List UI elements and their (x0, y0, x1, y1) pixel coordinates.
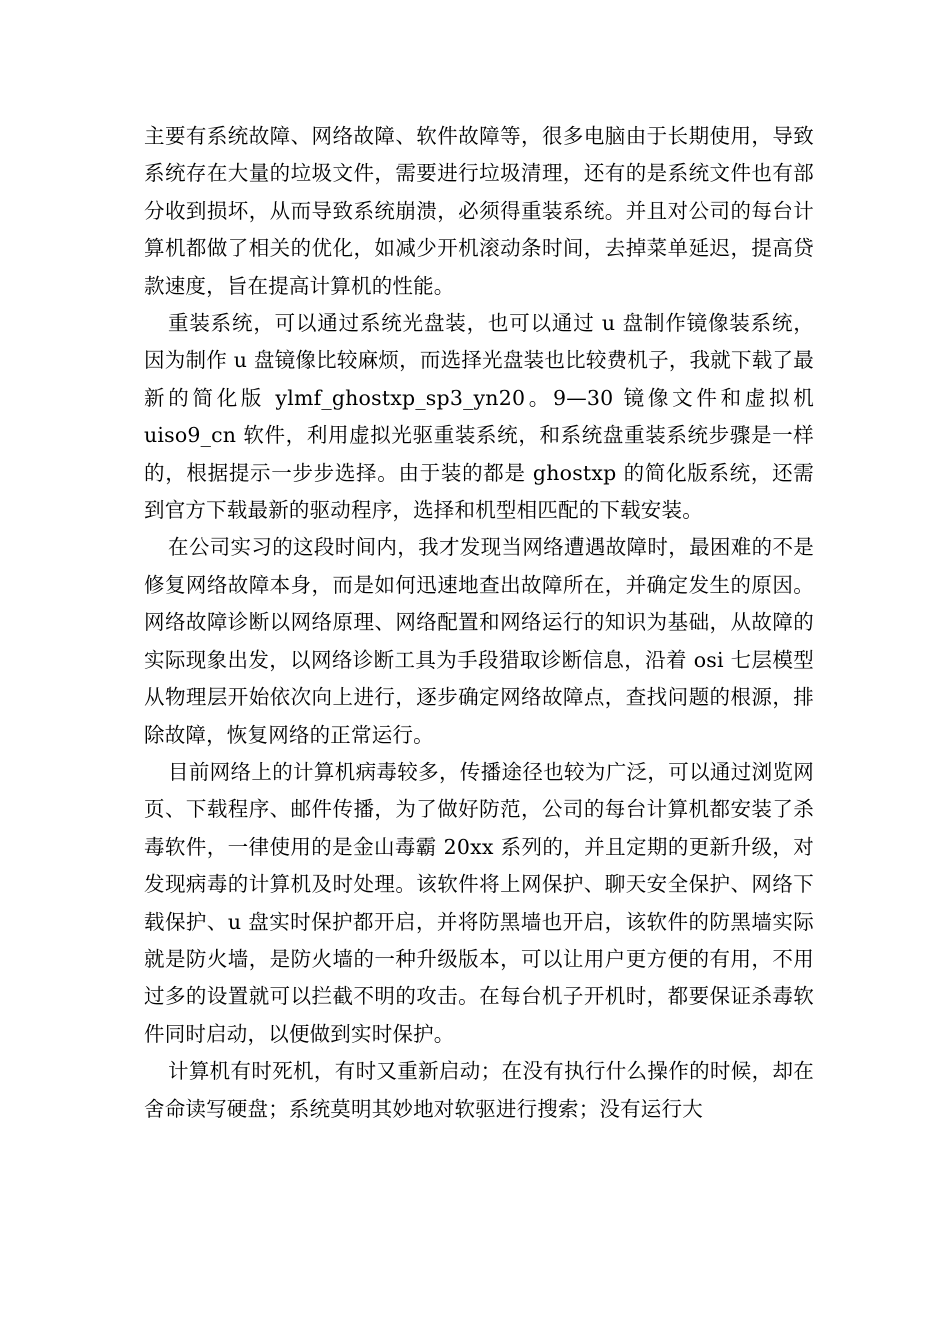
paragraph-system-faults: 主要有系统故障、网络故障、软件故障等，很多电脑由于长期使用，导致系统存在大量的垃圾文件，需要进行垃圾清理，还有的是系统文件也有部分收到损坏，从而导致系统崩溃，必须得重装系统。并且对公司的每台计算机都做了相关的优化，如减少开机滚动条时间，去掉菜单延迟，提高贷款速度，旨在提高计算机的性能。 (144, 124, 814, 298)
paragraph-reinstall-system: 重装系统，可以通过系统光盘装，也可以通过 u 盘制作镜像装系统，因为制作 u 盘镜像比较麻烦，而选择光盘装也比较费机子，我就下载了最新的简化版 ylmf_ghostxp_sp3_yn20。9—30 镜像文件和虚拟机 uiso9_cn 软件，利用虚拟光驱重装系统，和系统盘重装系统步骤是一样的，根据提示一步步选择。由于装的都是 ghostxp 的简化版系统，还需到官方下载最新的驱动程序，选择和机型相匹配的下载安装。 (144, 311, 814, 523)
paragraph-crash-symptoms: 计算机有时死机，有时又重新启动；在没有执行什么操作的时候，却在舍命读写硬盘；系统莫明其妙地对软驱进行搜索；没有运行大 (144, 1059, 814, 1121)
document-body (144, 118, 814, 1128)
paragraph-antivirus: 目前网络上的计算机病毒较多，传播途径也较为广泛，可以通过浏览网页、下载程序、邮件传播，为了做好防范，公司的每台计算机都安装了杀毒软件，一律使用的是金山毒霸 20xx 系列的，并且定期的更新升级，对发现病毒的计算机及时处理。该软件将上网保护、聊天安全保护、网络下载保护、u 盘实时保护都开启，并将防黑墙也开启，该软件的防黑墙实际就是防火墙，是防火墙的一种升级版本，可以让用户更方便的有用，不用过多的设置就可以拦截不明的攻击。在每台机子开机时，都要保证杀毒软件同时启动，以便做到实时保护。 (144, 759, 814, 1046)
paragraph-network-diagnosis: 在公司实习的这段时间内，我才发现当网络遭遇故障时，最困难的不是修复网络故障本身，而是如何迅速地查出故障所在，并确定发生的原因。网络故障诊断以网络原理、网络配置和网络运行的知识为基础，从故障的实际现象出发，以网络诊断工具为手段猎取诊断信息，沿着 osi 七层模型从物理层开始依次向上进行，逐步确定网络故障点，查找问题的根源，排除故障，恢复网络的正常运行。 (144, 535, 814, 747)
